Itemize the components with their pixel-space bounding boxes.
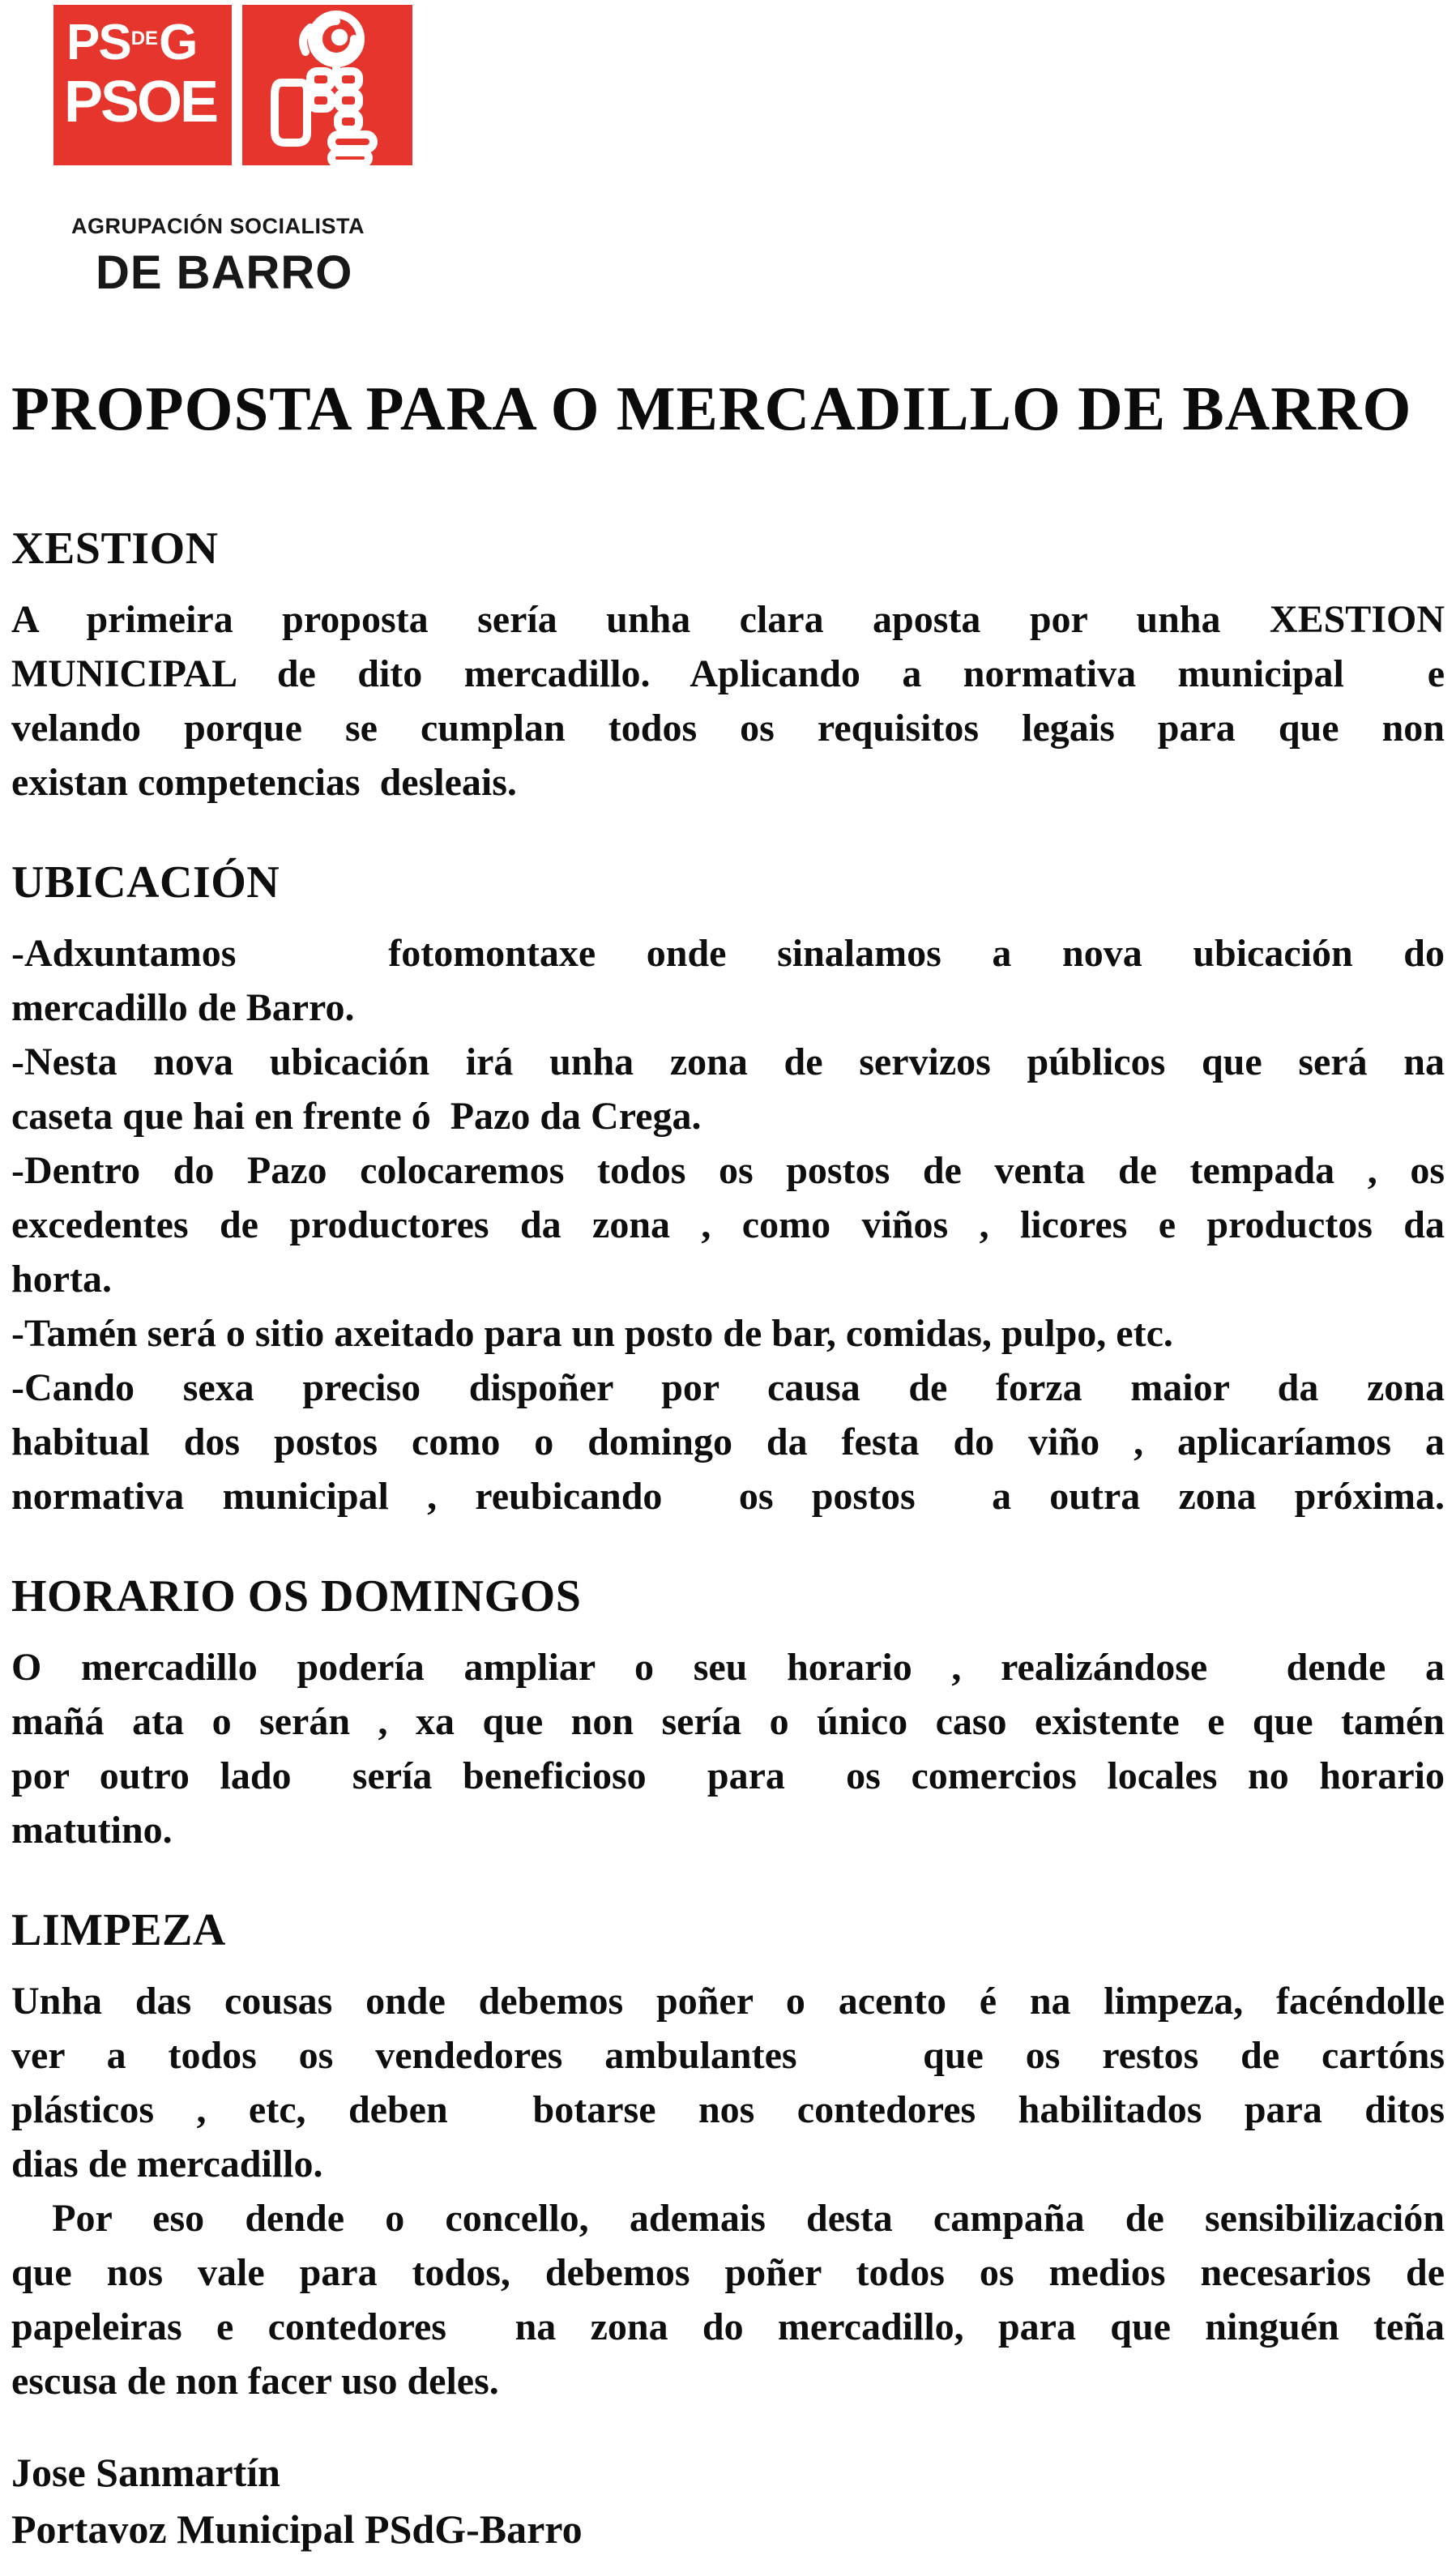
text-line: mercadillo de Barro.: [11, 986, 355, 1029]
text-line: papeleiras e contedores na zona do mercadillo, para que ninguén teña: [11, 2305, 1445, 2348]
text-line: -Dentro do Pazo colocaremos todos os postos de venta de tempada , os: [11, 1149, 1445, 1192]
text-line: -Cando sexa preciso dispoñer por causa de forza maior da zona: [11, 1366, 1445, 1409]
text-line: matutino.: [11, 1809, 173, 1852]
signature-block: [11, 2444, 1456, 2555]
text-line: normativa municipal , reubicando os postos a outra zona próxima.: [11, 1475, 1445, 1518]
text-line: que nos vale para todos, debemos poñer todos os medios necesarios de: [11, 2251, 1445, 2294]
document-body: [0, 523, 1456, 2408]
organization-block: [71, 214, 1456, 300]
text-line: caseta que hai en frente ó Pazo da Crega.: [11, 1095, 702, 1138]
psg-wordmark: [66, 15, 232, 70]
text-line: -Nesta nova ubicación irá unha zona de servizos públicos que será na: [11, 1040, 1445, 1083]
text-line: existan competencias desleais.: [11, 761, 517, 804]
text-line: -Tamén será o sitio axeitado para un posto de bar, comidas, pulpo, etc.: [11, 1312, 1173, 1355]
text-line: dias de mercadillo.: [11, 2143, 323, 2185]
psg-de-superscript: DE: [130, 28, 159, 49]
psoe-wordmark: PSOE: [64, 70, 217, 135]
organization-name: AGRUPACIÓN SOCIALISTA: [71, 214, 365, 238]
text-line: horta.: [11, 1258, 112, 1301]
section-heading: HORARIO OS DOMINGOS: [11, 1571, 582, 1621]
text-line: O mercadillo podería ampliar o seu horario , realizándose dende a: [11, 1646, 1445, 1689]
text-line: velando porque se cumplan todos os requisitos legais para que non: [11, 707, 1445, 750]
text-line: mañá ata o serán , xa que non sería o único caso existente e que tamén: [11, 1700, 1445, 1743]
text-line: ver a todos os vendedores ambulantes que os restos de cartóns: [11, 2034, 1445, 2077]
section-heading: XESTION: [11, 523, 219, 574]
text-line: A primeira proposta sería unha clara aposta por unha XESTION: [11, 598, 1445, 641]
signature-name: Jose Sanmartín: [11, 2450, 280, 2495]
section-heading: LIMPEZA: [11, 1905, 226, 1955]
document-title: PROPOSTA PARA O MERCADILLO DE BARRO: [11, 374, 1412, 443]
text-line: Unha das cousas onde debemos poñer o acento é na limpeza, facéndolle: [11, 1980, 1445, 2023]
text-line: excedentes de productores da zona , como viños , licores e productos da: [11, 1203, 1445, 1246]
signature-role: Portavoz Municipal PSdG-Barro: [11, 2506, 583, 2552]
text-line: -Adxuntamos fotomontaxe onde sinalamos a nova ubicación do: [11, 932, 1445, 975]
text-line: por outro lado sería beneficioso para os comercios locales no horario: [11, 1754, 1445, 1797]
fist-and-rose-icon: [242, 5, 412, 165]
text-line: habitual dos postos como o domingo da festa do viño , aplicaríamos a: [11, 1421, 1445, 1463]
text-line: escusa de non facer uso deles.: [11, 2360, 499, 2403]
psg-letter-g: G: [159, 15, 197, 70]
text-line: MUNICIPAL de dito mercadillo. Aplicando a normativa municipal e: [11, 652, 1445, 695]
organization-location: DE BARRO: [96, 246, 353, 299]
section-heading: UBICACIÓN: [11, 857, 280, 908]
psg-psoe-logo: [0, 0, 1456, 165]
text-line: Por eso dende o concello, ademais desta campaña de sensibilización: [11, 2197, 1445, 2240]
text-line: plásticos , etc, deben botarse nos contedores habilitados para ditos: [11, 2088, 1445, 2131]
psg-psoe-wordmark-block: [53, 5, 232, 165]
psg-letters: PS: [66, 15, 130, 70]
